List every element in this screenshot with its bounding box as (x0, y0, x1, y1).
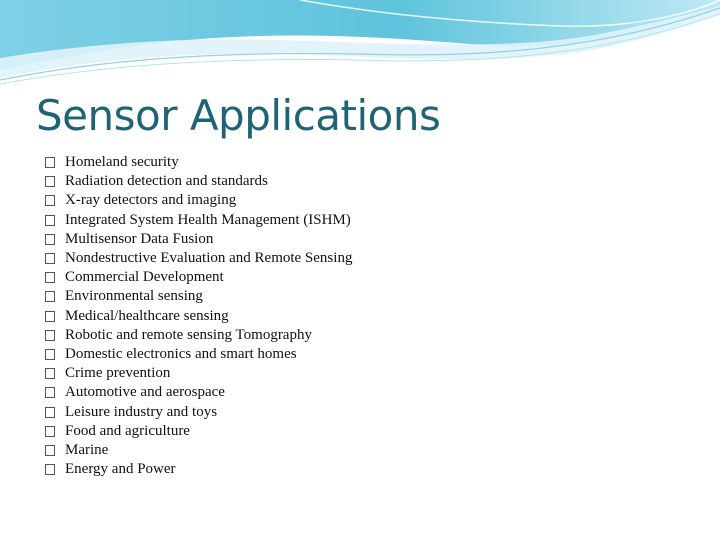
list-item (45, 211, 352, 230)
slide-title: Sensor Applications (36, 91, 441, 140)
list-item (45, 268, 352, 287)
list-item (45, 402, 352, 421)
bullet-text: Nondestructive Evaluation and Remote Sensing (65, 250, 353, 267)
bullet-text: Marine (65, 441, 109, 458)
list-item (45, 326, 352, 345)
square-bullet-icon (45, 176, 55, 187)
list-item (45, 153, 352, 172)
list-item (45, 287, 352, 306)
list-item (45, 191, 352, 210)
list-item (45, 441, 352, 460)
bullet-text: Energy and Power (65, 461, 176, 478)
list-item (45, 364, 352, 383)
square-bullet-icon (45, 368, 55, 379)
list-item (45, 345, 352, 364)
square-bullet-icon (45, 272, 55, 283)
bullet-text: Crime prevention (65, 365, 171, 382)
list-item (45, 383, 352, 402)
bullet-text: Multisensor Data Fusion (65, 230, 214, 247)
header-wave-decoration (0, 0, 720, 100)
bullet-text: Integrated System Health Management (ISHM) (65, 211, 351, 228)
bullet-text: Domestic electronics and smart homes (65, 345, 297, 362)
bullet-list (45, 153, 352, 479)
square-bullet-icon (45, 157, 55, 168)
square-bullet-icon (45, 407, 55, 418)
bullet-text: Radiation detection and standards (65, 173, 268, 190)
bullet-text: Robotic and remote sensing Tomography (65, 326, 312, 343)
list-item (45, 460, 352, 479)
square-bullet-icon (45, 426, 55, 437)
list-item (45, 307, 352, 326)
bullet-text: Leisure industry and toys (65, 403, 218, 420)
bullet-text: Homeland security (65, 154, 179, 171)
bullet-text: Medical/healthcare sensing (65, 307, 229, 324)
square-bullet-icon (45, 387, 55, 398)
square-bullet-icon (45, 464, 55, 475)
square-bullet-icon (45, 291, 55, 302)
square-bullet-icon (45, 215, 55, 226)
bullet-text: Automotive and aerospace (65, 384, 225, 401)
list-item (45, 249, 352, 268)
square-bullet-icon (45, 234, 55, 245)
list-item (45, 172, 352, 191)
square-bullet-icon (45, 349, 55, 360)
list-item (45, 230, 352, 249)
bullet-text: X-ray detectors and imaging (65, 192, 237, 209)
square-bullet-icon (45, 330, 55, 341)
list-item (45, 422, 352, 441)
bullet-text: Environmental sensing (65, 288, 203, 305)
square-bullet-icon (45, 445, 55, 456)
bullet-text: Commercial Development (65, 269, 224, 286)
square-bullet-icon (45, 311, 55, 322)
square-bullet-icon (45, 195, 55, 206)
square-bullet-icon (45, 253, 55, 264)
bullet-text: Food and agriculture (65, 422, 190, 439)
